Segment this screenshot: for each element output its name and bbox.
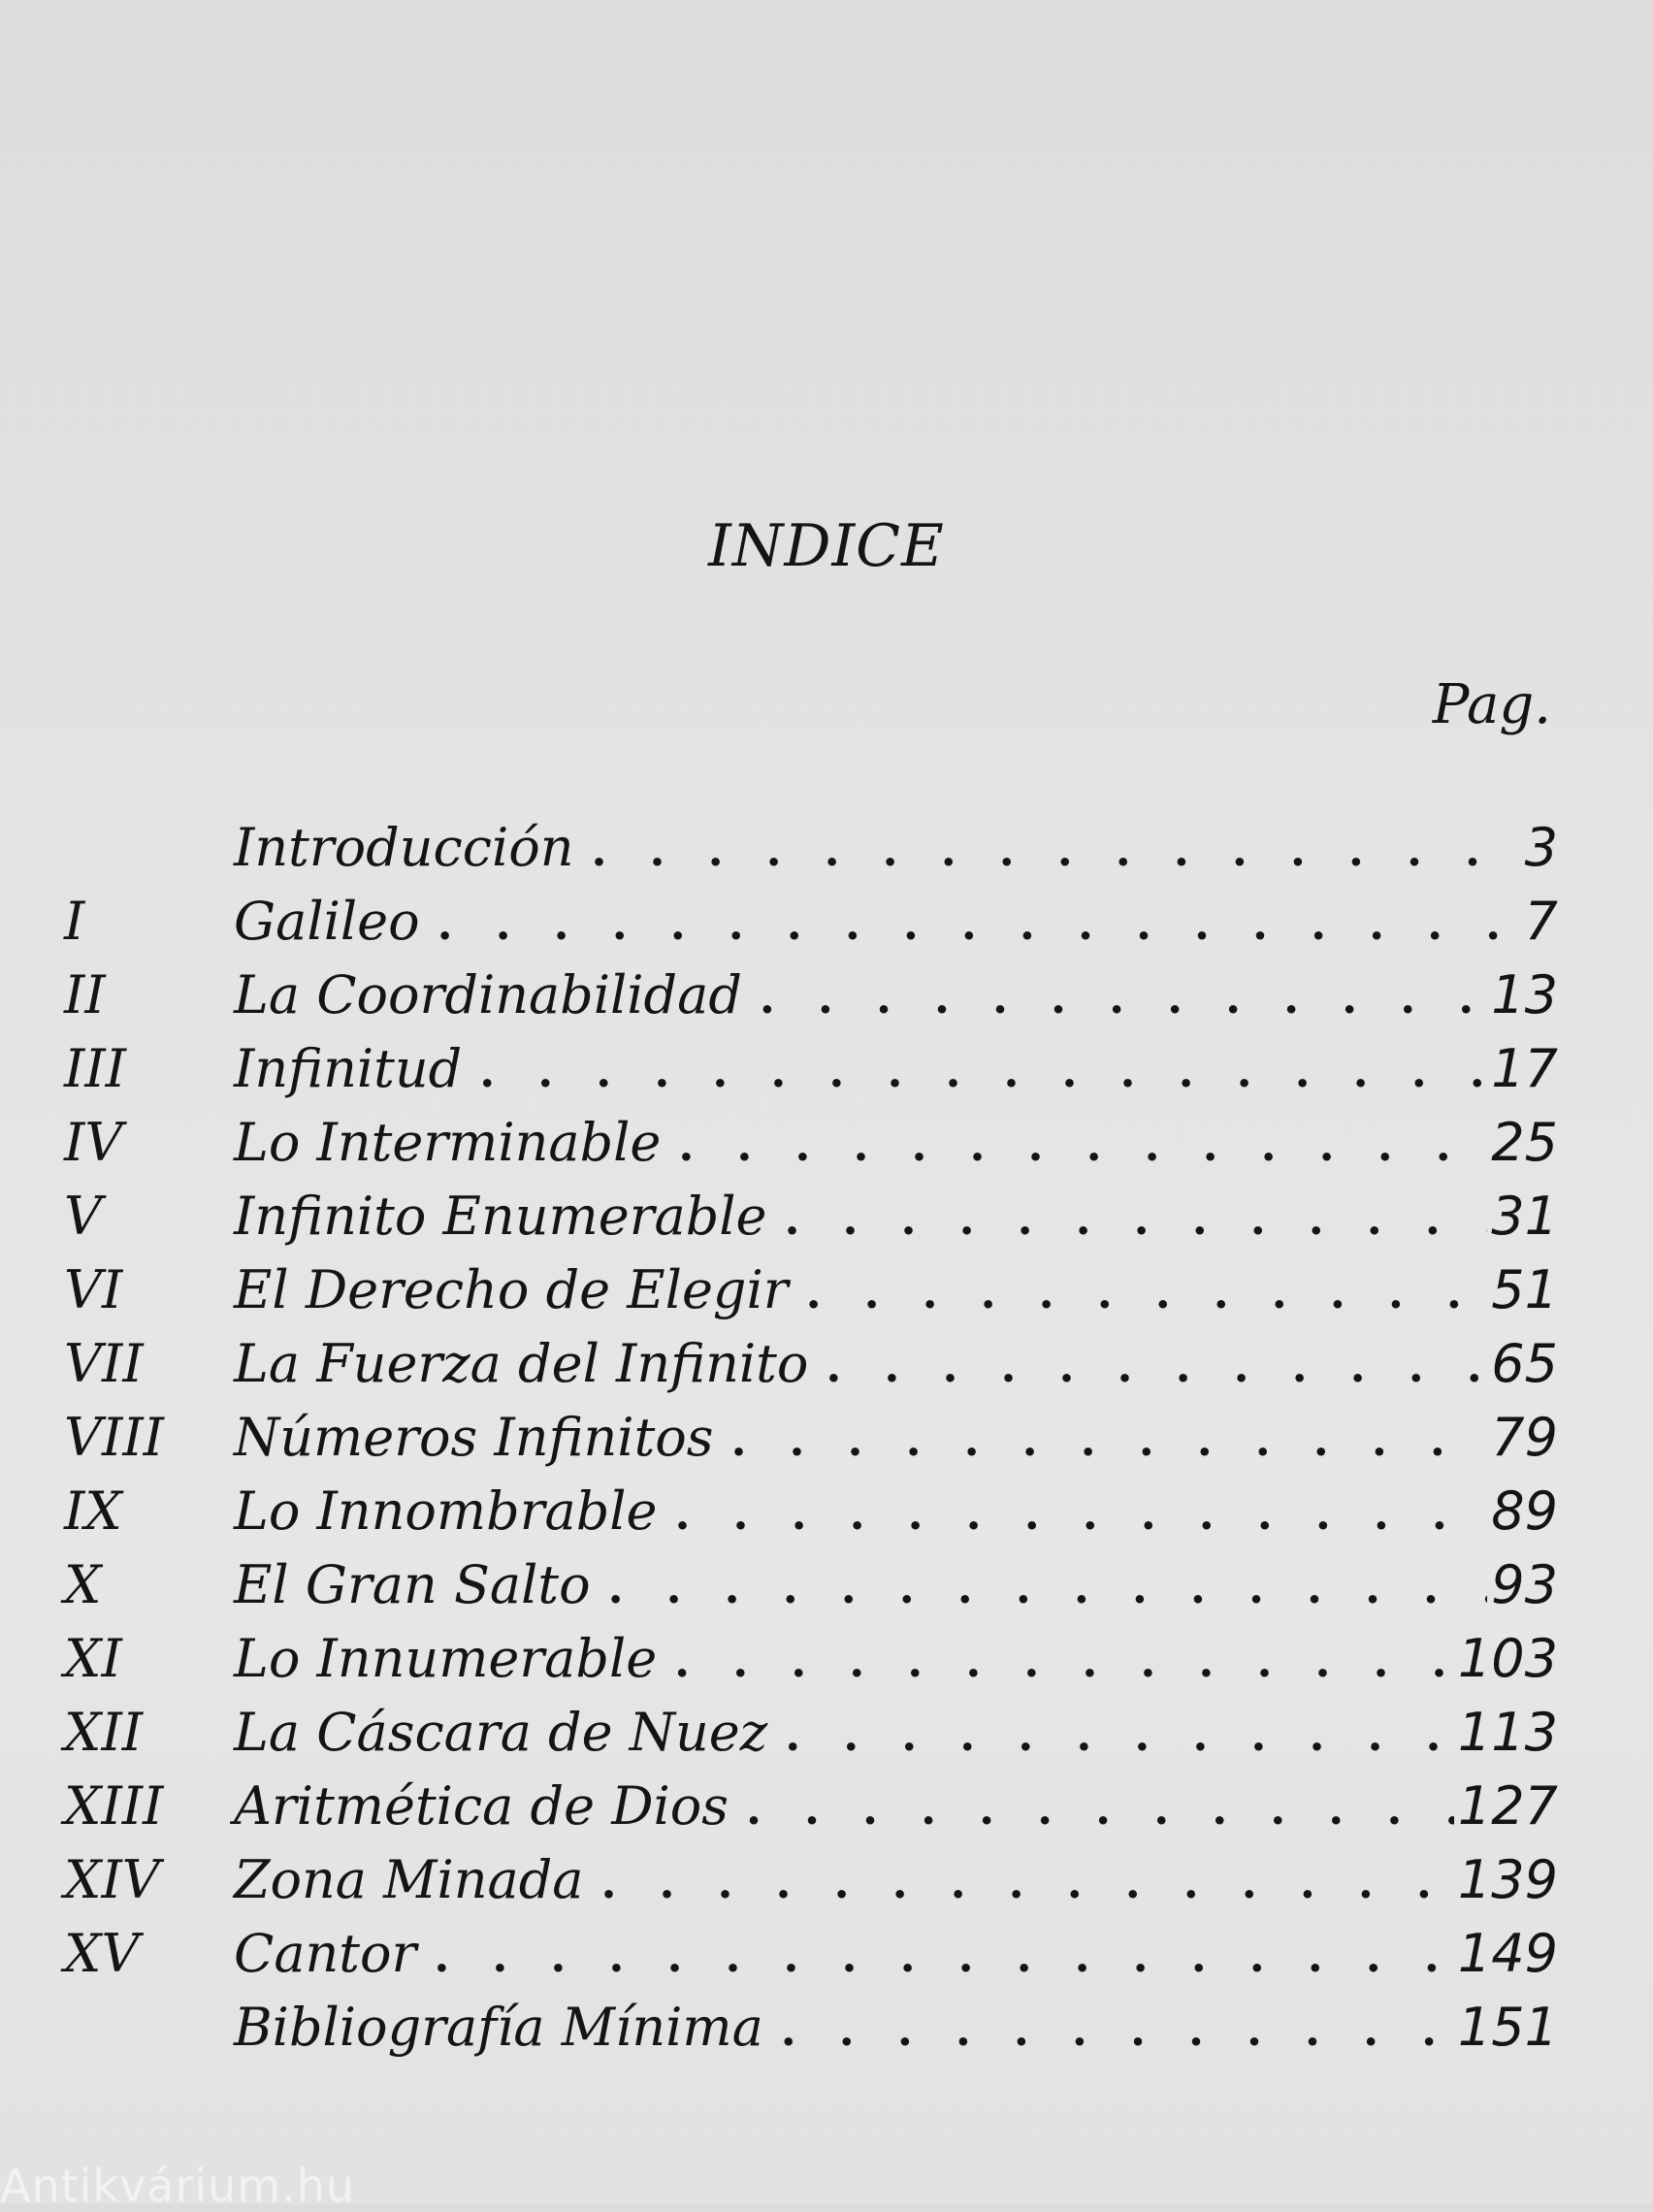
- chapter-number: XIV: [64, 1849, 160, 1910]
- page-number: 149: [1457, 1923, 1558, 1984]
- chapter-title: Infinito Enumerable: [234, 1186, 767, 1247]
- chapter-number: I: [64, 891, 85, 952]
- chapter-number: X: [64, 1554, 102, 1615]
- dot-leader: [785, 1196, 1488, 1241]
- chapter-number: II: [64, 964, 106, 1025]
- chapter-title: Zona Minada: [234, 1849, 584, 1910]
- chapter-number: III: [64, 1038, 126, 1099]
- page-number: 3: [1524, 817, 1558, 878]
- page-number: 93: [1491, 1554, 1558, 1615]
- dot-leader: [785, 1712, 1454, 1757]
- chapter-title: Lo Innumerable: [234, 1628, 658, 1689]
- page-number: 7: [1524, 891, 1558, 952]
- dot-leader: [806, 1270, 1488, 1315]
- chapter-number: XV: [64, 1923, 140, 1984]
- page-number: 31: [1491, 1186, 1558, 1247]
- table-of-contents: [64, 817, 1558, 2070]
- dot-leader: [675, 1491, 1488, 1536]
- dot-leader: [781, 2007, 1454, 2052]
- chapter-number: VIII: [64, 1407, 164, 1468]
- chapter-title: Galileo: [234, 891, 420, 952]
- chapter-number: VII: [64, 1333, 144, 1394]
- dot-leader: [760, 975, 1487, 1020]
- page-number: 65: [1491, 1333, 1558, 1394]
- dot-leader: [438, 901, 1521, 946]
- chapter-title: Infinitud: [234, 1038, 463, 1099]
- toc-entry: [64, 1849, 1558, 1923]
- page-number: 79: [1491, 1407, 1558, 1468]
- page-number: 25: [1491, 1112, 1558, 1173]
- chapter-title: La Coordinabilidad: [234, 964, 742, 1025]
- dot-leader: [678, 1122, 1487, 1167]
- page-number: 151: [1457, 1997, 1558, 2058]
- toc-entry: [64, 1702, 1558, 1775]
- toc-entry: [64, 1407, 1558, 1480]
- toc-entry: [64, 891, 1558, 964]
- chapter-title: Introducción: [234, 817, 574, 878]
- dot-leader: [600, 1860, 1453, 1904]
- chapter-title: Números Infinitos: [234, 1407, 714, 1468]
- page-number: 17: [1491, 1038, 1558, 1099]
- chapter-number: IV: [64, 1112, 123, 1173]
- chapter-number: XI: [64, 1628, 122, 1689]
- toc-entry: [64, 1997, 1558, 2070]
- toc-entry: [64, 964, 1558, 1038]
- dot-leader: [731, 1417, 1488, 1462]
- toc-entry: [64, 1259, 1558, 1333]
- toc-entry: [64, 1775, 1558, 1849]
- chapter-title: Bibliografía Mínima: [234, 1997, 763, 2058]
- toc-entry: [64, 1923, 1558, 1997]
- toc-entry: [64, 1186, 1558, 1259]
- chapter-title: La Cáscara de Nuez: [234, 1702, 768, 1763]
- page-title: INDICE: [708, 512, 945, 580]
- chapter-number: VI: [64, 1259, 123, 1320]
- dot-leader: [674, 1639, 1454, 1683]
- toc-entry: [64, 1554, 1558, 1628]
- toc-entry: [64, 1480, 1558, 1554]
- chapter-title: Lo Interminable: [234, 1112, 662, 1173]
- chapter-number: IX: [64, 1480, 122, 1542]
- toc-entry: [64, 1333, 1558, 1407]
- chapter-title: El Gran Salto: [234, 1554, 591, 1615]
- dot-leader: [479, 1049, 1487, 1093]
- page-number: 51: [1491, 1259, 1558, 1320]
- dot-leader: [826, 1344, 1487, 1388]
- page-number: 89: [1491, 1480, 1558, 1542]
- chapter-title: La Fuerza del Infinito: [234, 1333, 809, 1394]
- dot-leader: [434, 1934, 1454, 1978]
- chapter-number: V: [64, 1186, 102, 1247]
- chapter-number: XIII: [64, 1775, 164, 1837]
- page-number: 139: [1457, 1849, 1558, 1910]
- page-number: 103: [1457, 1628, 1558, 1689]
- dot-leader: [608, 1565, 1488, 1610]
- toc-entry: [64, 1112, 1558, 1186]
- toc-entry: [64, 1038, 1558, 1112]
- page-number: 13: [1491, 964, 1558, 1025]
- chapter-title: Aritmética de Dios: [234, 1775, 729, 1837]
- dot-leader: [592, 828, 1521, 872]
- toc-entry: [64, 817, 1558, 891]
- page-number: 113: [1457, 1702, 1558, 1763]
- dot-leader: [746, 1786, 1454, 1831]
- page-column-header: Pag.: [1432, 673, 1551, 736]
- page-number: 127: [1457, 1775, 1558, 1837]
- chapter-title: El Derecho de Elegir: [234, 1259, 789, 1320]
- watermark-text: Antikvárium.hu: [0, 2160, 356, 2212]
- chapter-title: Lo Innombrable: [234, 1480, 658, 1542]
- toc-entry: [64, 1628, 1558, 1702]
- chapter-title: Cantor: [234, 1923, 417, 1984]
- chapter-number: XII: [64, 1702, 144, 1763]
